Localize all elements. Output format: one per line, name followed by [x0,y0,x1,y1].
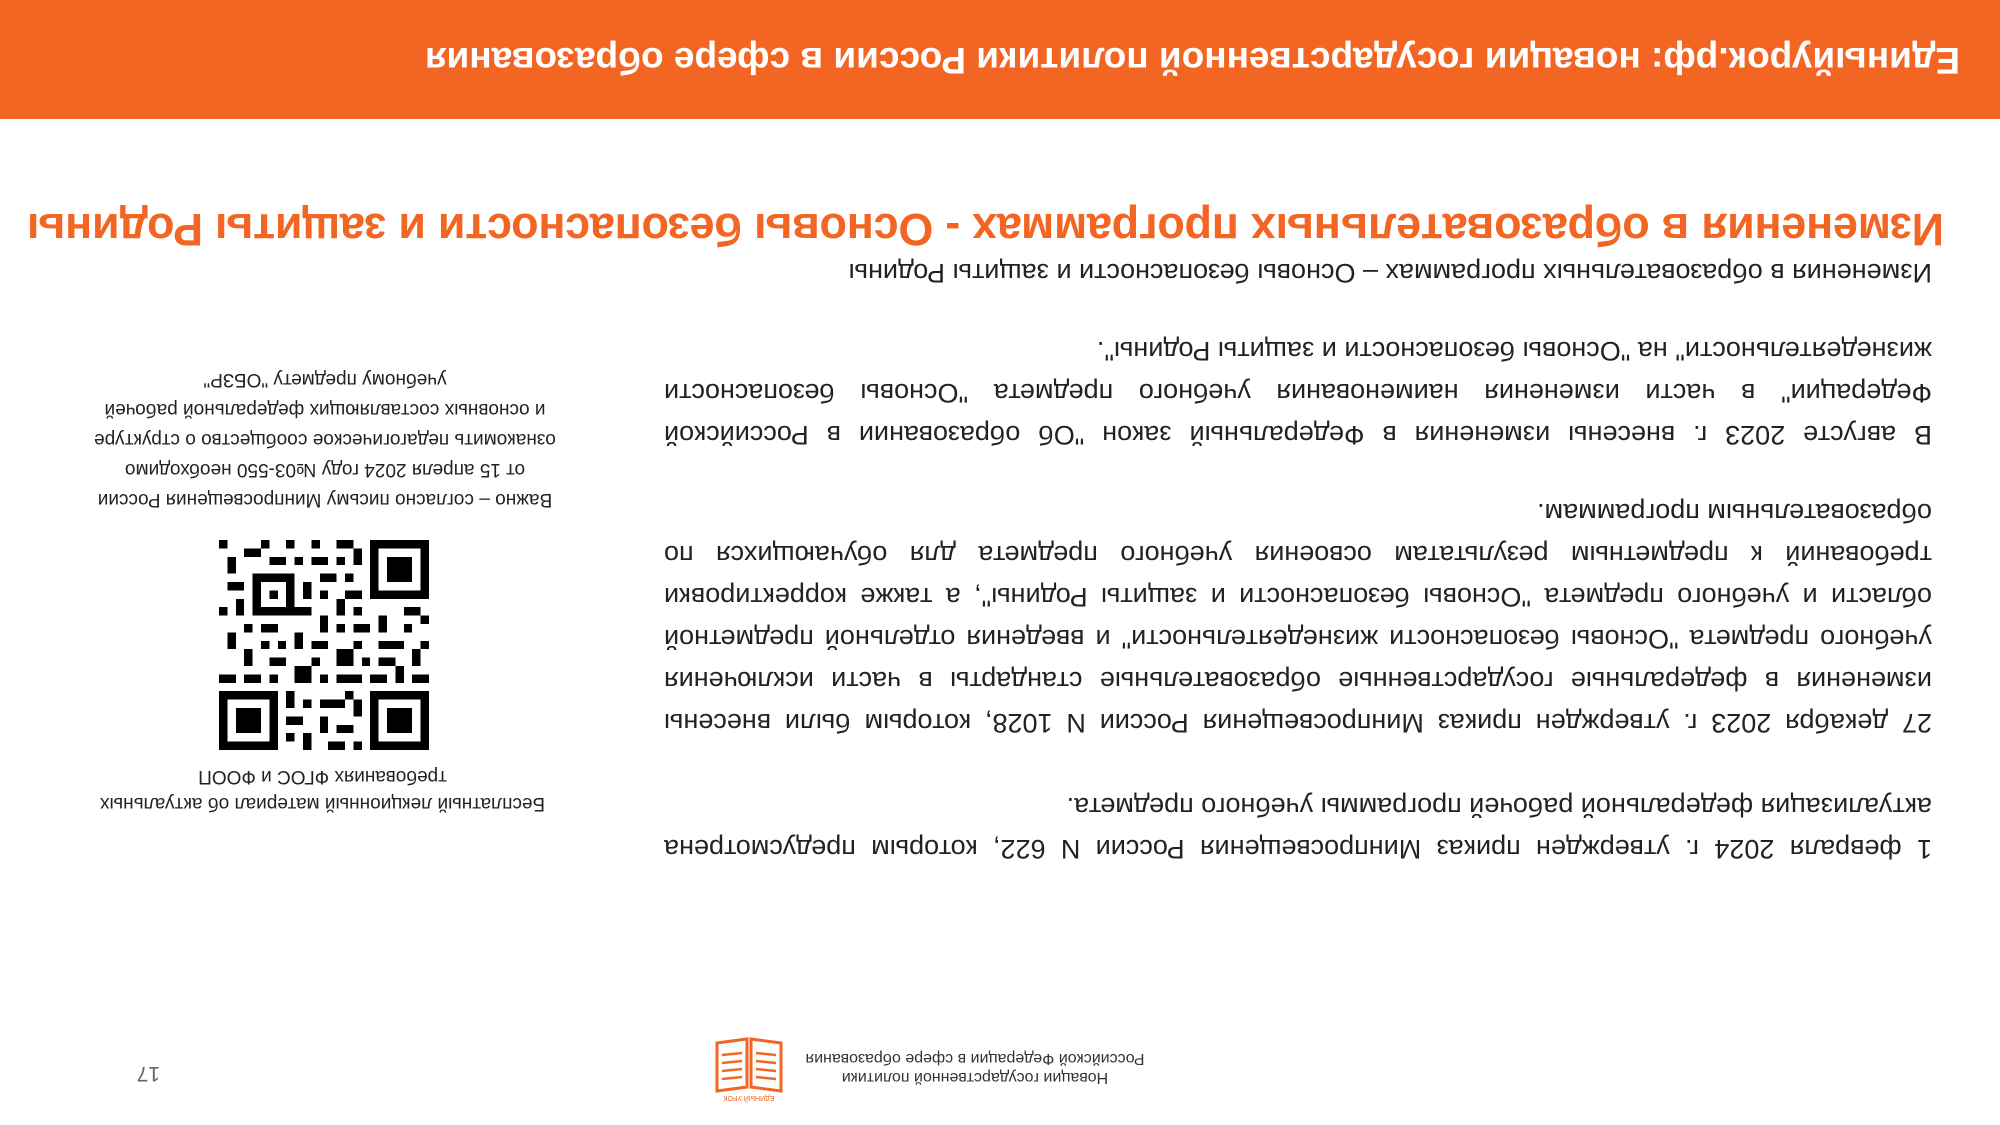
main-text [664,252,1932,870]
page-number: 17 [136,1062,160,1085]
notice-text: Важно – согласно письму Минпросвещения России от 15 апреля 2024 году №03-550 необходимо ознакомить педагогическое сообщество о структуре и основных составляющих федеральной рабочей учебному предмету "ОБЗР" [94,369,556,510]
open-book-icon [711,1035,787,1105]
qr-code-icon[interactable] [219,540,429,750]
paragraph-2: 27 декабря 2023 г. утвержден приказ Минпросвещения России N 1028, которым были внесены изменения в федеральные государственные образовательные стандарты в части исключения учебного предмета "Основы безопасности жизнедеятельности" и введения отдельной предметной области и учебного предмета "Основы безопасности и защиты Родины", а также корректировки требований к предметным результатам освоения учебного предмета для обучающихся по образовательным программам. [664,498,1932,738]
paragraph-3: В августе 2023 г. внесены изменения в Федеральный закон "Об образовании в Российской Федерации" в части изменения наименования учебного предмета "Основы безопасности жизнедеятельности" на "Основы безопасности и защиты Родины". [664,336,1932,450]
page-title: Изменения в образовательных программах - Основы безопасности и защиты Родины [27,204,1944,255]
footer-band [0,0,2000,119]
logo-caption: ЕДИНЫЙ УРОК [723,1094,775,1101]
paragraph-1: 1 февраля 2024 г. утвержден приказ Минпросвещения России N 622, которым предусмотрена актуализация федеральной рабочей программы учебного предмета. [664,792,1932,864]
header-line-1: Новации государственной политики [841,1069,1109,1086]
paragraph-4: Изменения в образовательных программах – Основы безопасности и защиты Родины [848,258,1932,288]
header-line-2: Российской Федерации в сфере образования [805,1050,1145,1067]
qr-caption: Бесплатный лекционный материал об актуальных требованиях ФГОС и ФООП [100,766,545,814]
header-text [805,1049,1145,1087]
footer-text: Единыйурок.рф: новации государственной политики России в сфере образования [424,40,1960,81]
